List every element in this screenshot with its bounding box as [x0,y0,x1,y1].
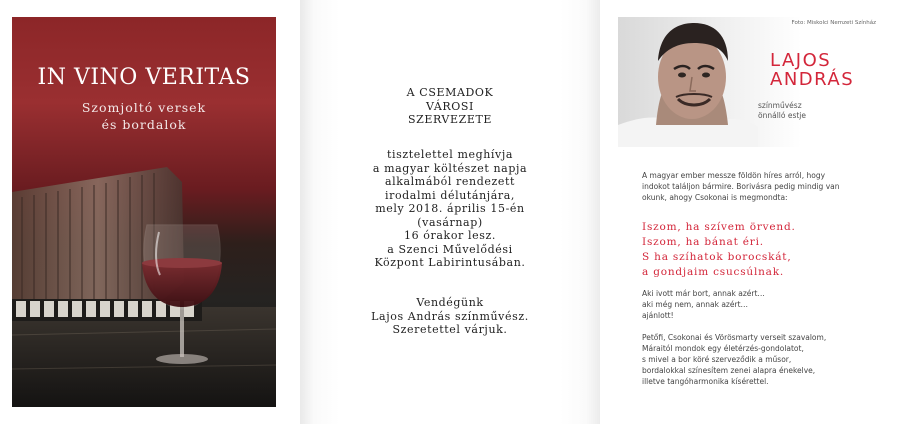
invitation-line: a magyar költészet napja [372,161,528,175]
performer-role [758,101,806,121]
role-line: önnálló estje [758,111,806,120]
poem-quote [642,220,796,280]
invitation-line: (vasárnap) [417,215,483,229]
organizer-block [300,86,600,127]
organizer-line: VÁROSI [426,99,474,113]
quip-line: ajánlott! [642,311,674,320]
invitation-line: irodalmi délutánjára, [384,188,516,202]
outro-line: Petőfi, Csokonai és Vörösmarty verseit szavalom, [642,333,827,342]
performer-name [770,51,854,89]
invitation-line: alkalmából rendezett [384,175,516,188]
invitation-line: tisztelettel meghívja [386,148,514,161]
organizer-line: SZERVEZETE [407,113,493,126]
intro-line: okunk, ahogy Csokonai is megmondta: [642,193,788,202]
invitation-line: 16 órakor lesz. [404,229,496,242]
guest-block [300,296,600,337]
guest-line: Szeretettel várjuk. [392,323,508,336]
guest-line: Lajos András színművész. [371,309,529,323]
outro-line: bordalokkal színesítem zenei alapra énekelve, [642,366,816,375]
outro-line: Máraitól mondok egy életérzés-gondolatot, [642,344,804,353]
cover-image [12,17,276,407]
outro-line: illetve tangóharmonika kísérettel. [642,377,769,386]
poem-line: a gondjaim csucsúlnak. [642,266,785,278]
poem-line: S ha szíhatok borocskát, [642,251,792,263]
performer-photo [618,17,880,147]
intro-line: indokot találjon bármire. Borivásra pedig mindig van [642,182,840,191]
guest-line: Vendégünk [416,296,484,309]
invitation-text [300,148,600,270]
name-line: LAJOS [770,50,832,71]
name-line: ANDRÁS [770,69,855,90]
outro-line: s mivel a bor köré szerveződik a műsor, [642,355,792,364]
invitation-line: a Szenci Művelődési [387,242,513,256]
intro-line: A magyar ember messze földön híres arról, hogy [642,171,826,180]
photo-credit: Foto: Miskolci Nemzeti Színház [791,20,876,26]
cover-panel [0,0,300,424]
performer-panel [600,0,900,424]
organizer-line: A CSEMADOK [406,86,494,99]
quip-line: Aki ivott már bort, annak azért… [642,289,765,298]
intro-text [642,170,839,203]
poem-line: Iszom, ha szívem örvend. [642,221,796,233]
cover-title: IN VINO VERITAS [37,65,251,90]
poem-line: Iszom, ha bánat éri. [642,236,764,248]
role-line: színművész [758,101,802,110]
cover-subtitle [12,99,276,133]
invitation-line: Központ Labirintusában. [374,256,526,269]
cover-subtitle-line: és bordalok [101,117,187,132]
invitation-line: mely 2018. április 15-én [375,202,525,215]
cover-subtitle-line: Szomjoltó versek [81,100,207,115]
invitation-panel [300,0,600,424]
quip-line: aki még nem, annak azért… [642,300,749,309]
outro-text [642,332,826,387]
quip-text [642,288,765,321]
